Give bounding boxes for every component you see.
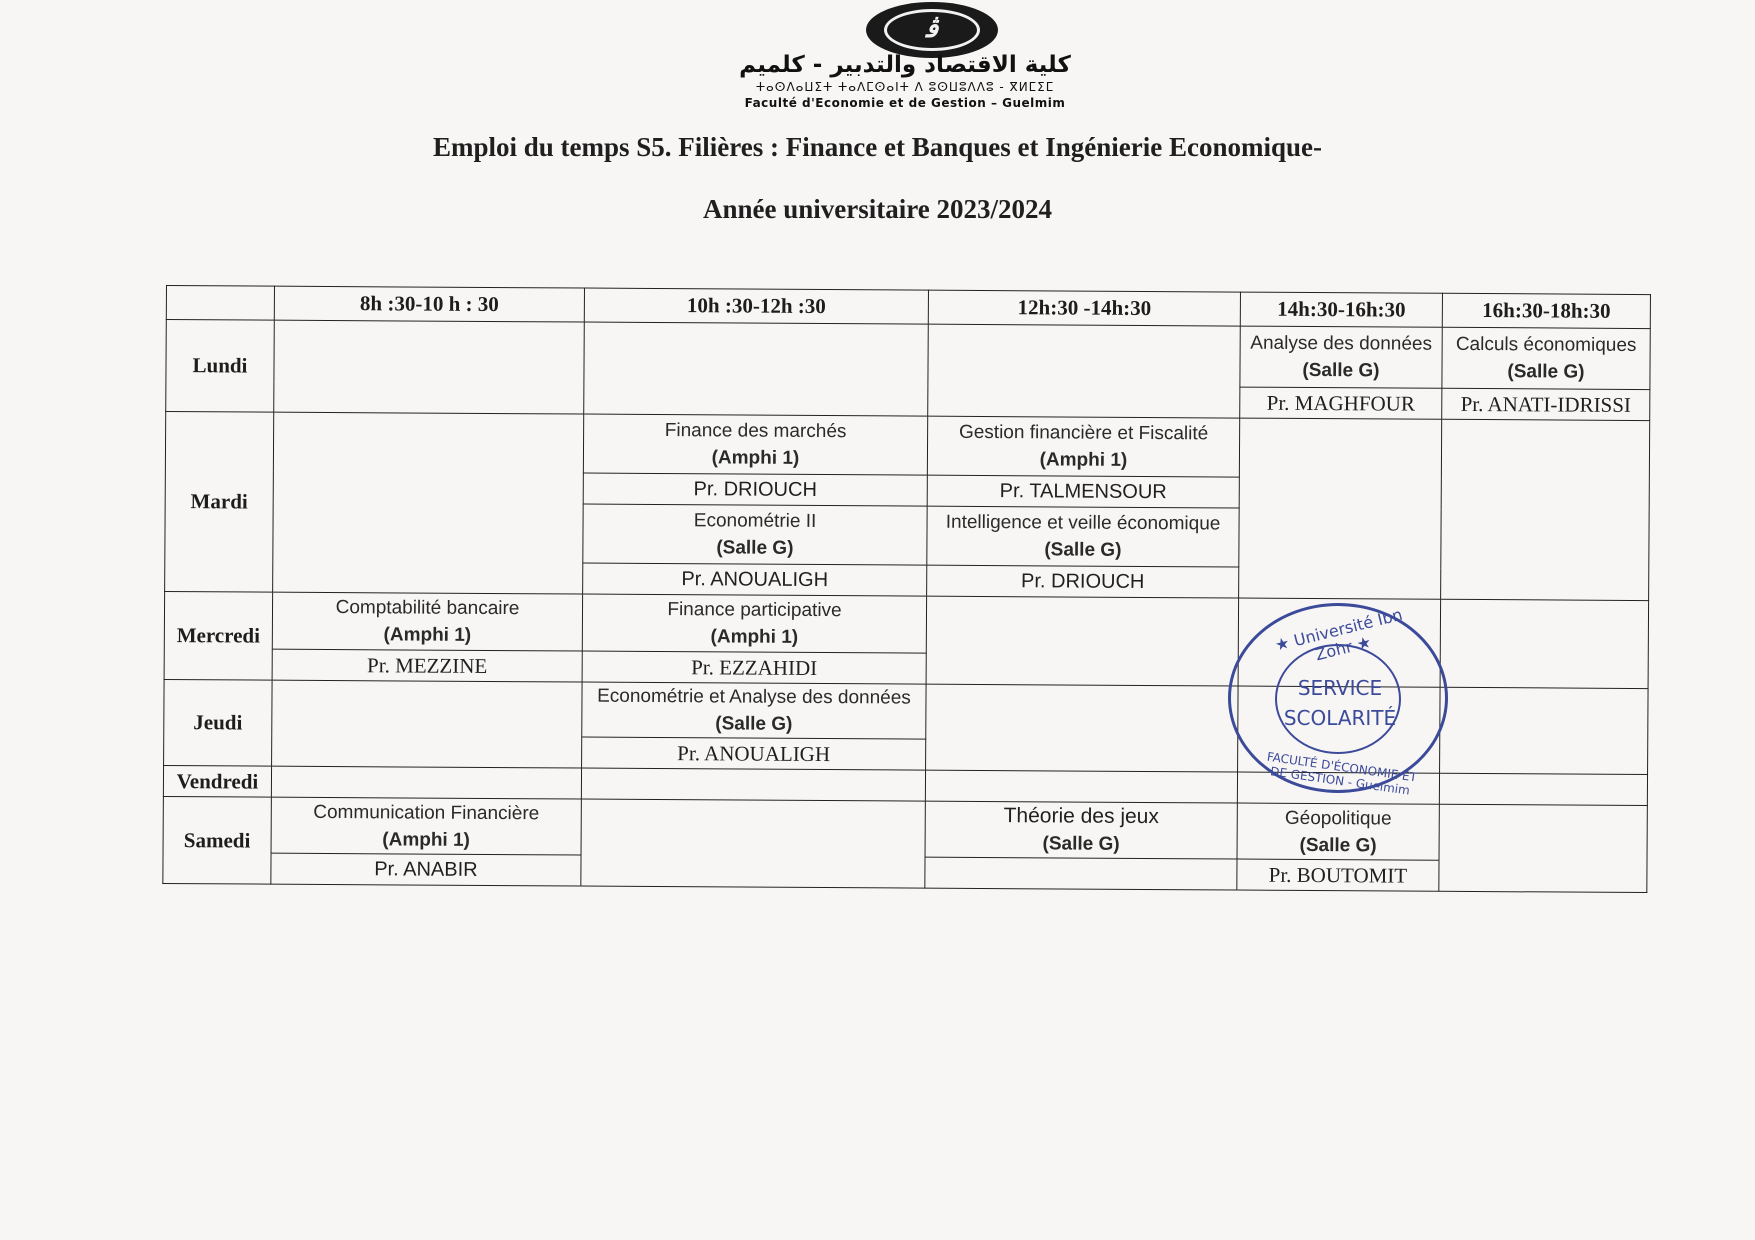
empty-cell xyxy=(1441,419,1650,600)
empty-cell xyxy=(271,766,581,799)
course-professor: Pr. ANABIR xyxy=(271,853,581,886)
course-room: (Amphi 1) xyxy=(1039,449,1128,471)
corner-cell xyxy=(166,286,274,321)
course-cell xyxy=(1442,327,1650,389)
empty-cell xyxy=(1439,773,1647,805)
course-cell xyxy=(927,506,1239,567)
faculty-name-french: Faculté d'Economie et de Gestion – Guelmim xyxy=(744,96,1066,110)
course-subject: Finance des marchés xyxy=(664,420,847,443)
course-room: (Salle G) xyxy=(1299,834,1377,856)
slot-header: 10h :30-12h :30 xyxy=(584,288,928,324)
course-cell xyxy=(583,504,927,565)
stamp-faculty: FACULTÉ D'ÉCONOMIE ET DE GESTION - Guelmim xyxy=(1266,749,1418,798)
course-professor: Pr. ANOUALIGH xyxy=(582,737,926,770)
course-room: (Salle G) xyxy=(1507,361,1585,383)
course-room: (Salle G) xyxy=(716,537,794,559)
empty-cell xyxy=(273,412,584,594)
course-cell xyxy=(582,682,926,739)
empty-cell xyxy=(928,324,1241,418)
empty-cell xyxy=(1239,418,1442,599)
empty-cell xyxy=(926,684,1239,772)
empty-cell xyxy=(925,857,1237,890)
timetable xyxy=(162,285,1651,893)
course-cell xyxy=(271,797,581,855)
course-professor: Pr. ANOUALIGH xyxy=(583,563,927,596)
course-room: (Amphi 1) xyxy=(711,447,800,469)
course-subject: Communication Financière xyxy=(313,801,540,824)
faculty-name-arabic: كلية الاقتصاد والتدبير - كلميم xyxy=(739,52,1071,78)
day-label-vendredi: Vendredi xyxy=(163,765,271,797)
stamp-university: ★ Université Ibn Zohr ★ xyxy=(1273,604,1405,665)
course-subject: Econométrie et Analyse des données xyxy=(597,685,911,709)
course-professor: Pr. BOUTOMIT xyxy=(1237,859,1439,891)
course-room: (Amphi 1) xyxy=(710,626,799,648)
day-label-lundi: Lundi xyxy=(166,320,275,413)
course-cell xyxy=(583,414,927,475)
empty-cell xyxy=(1440,599,1649,688)
day-label-mardi: Mardi xyxy=(165,412,274,593)
day-label-jeudi: Jeudi xyxy=(164,679,273,766)
day-label-mercredi: Mercredi xyxy=(164,591,273,680)
course-professor: Pr. DRIOUCH xyxy=(583,473,927,506)
academic-year: Année universitaire 2023/2024 xyxy=(703,194,1052,224)
stamp-scolarite: SCOLARITÉ xyxy=(1283,706,1397,730)
empty-cell xyxy=(272,680,583,768)
course-cell xyxy=(1240,326,1442,388)
empty-cell xyxy=(925,770,1237,803)
empty-cell xyxy=(274,320,585,414)
course-subject: Gestion financière et Fiscalité xyxy=(958,421,1209,445)
course-cell xyxy=(582,594,926,653)
course-subject: Calculs économiques xyxy=(1455,333,1637,356)
empty-cell xyxy=(1439,804,1648,892)
course-cell xyxy=(925,801,1237,859)
empty-cell xyxy=(581,799,926,888)
slot-header: 12h:30 -14h:30 xyxy=(928,290,1240,326)
course-room: (Salle G) xyxy=(1302,359,1380,382)
course-cell xyxy=(272,592,582,651)
course-subject: Econométrie II xyxy=(693,510,817,532)
course-subject: Analyse des données xyxy=(1250,332,1433,355)
faculty-name-tifinagh: ⵜⴰⵙⴷⴰⵡⵉⵜ ⵜⴰⴷⵎⵙⴰⵏⵜ ⴷ ⵓⵙⵡⵓⴷⴷⵓ - ⴳⵍⵎⵉⵎ xyxy=(755,80,1055,94)
course-professor: Pr. DRIOUCH xyxy=(927,565,1239,598)
faculty-header xyxy=(0,0,1755,120)
slot-header: 8h :30-10 h : 30 xyxy=(274,286,584,322)
course-room: (Salle G) xyxy=(1044,539,1122,561)
empty-cell xyxy=(1440,687,1649,774)
course-room: (Amphi 1) xyxy=(383,624,472,646)
stamp-inner-ring xyxy=(1275,644,1401,754)
course-professor: Pr. MEZZINE xyxy=(272,649,582,682)
course-subject: Géopolitique xyxy=(1284,807,1392,829)
slot-header: 16h:30-18h:30 xyxy=(1442,293,1650,328)
course-subject: Intelligence et veille économique xyxy=(945,511,1221,535)
scolarite-stamp xyxy=(1228,603,1448,798)
stamp-service: SERVICE xyxy=(1297,676,1383,700)
faculty-logo: ﭬ xyxy=(866,2,998,58)
empty-cell xyxy=(584,322,929,416)
course-professor: Pr. TALMENSOUR xyxy=(927,475,1239,508)
course-subject: Théorie des jeux xyxy=(1003,804,1159,829)
course-cell xyxy=(1237,803,1439,860)
course-professor: Pr. EZZAHIDI xyxy=(582,651,926,684)
course-room: (Salle G) xyxy=(715,713,793,735)
course-subject: Comptabilité bancaire xyxy=(335,597,520,620)
course-professor: Pr. ANATI-IDRISSI xyxy=(1442,388,1650,420)
slot-header: 14h:30-16h:30 xyxy=(1240,292,1442,327)
course-cell xyxy=(927,416,1239,477)
day-label-samedi: Samedi xyxy=(163,796,272,884)
document-title: Emploi du temps S5. Filières : Finance et Banques et Ingénierie Economique- xyxy=(433,132,1322,162)
empty-cell xyxy=(926,596,1239,686)
empty-cell xyxy=(581,768,925,801)
course-professor: Pr. MAGHFOUR xyxy=(1240,387,1442,419)
course-room: (Salle G) xyxy=(1042,833,1120,855)
course-room: (Amphi 1) xyxy=(382,828,470,851)
course-subject: Finance participative xyxy=(667,599,842,622)
